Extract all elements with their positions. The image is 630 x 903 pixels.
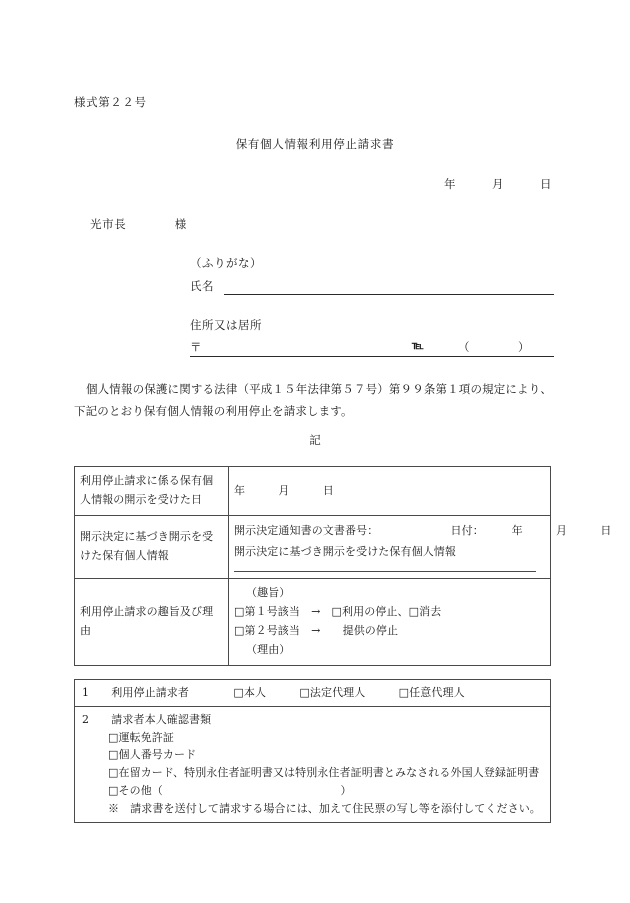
addressee: 光市長 様 (90, 217, 187, 231)
postal-code-icon: 〒 (190, 340, 202, 354)
table-row (75, 706, 551, 822)
requester-type-line[interactable]: 1 利用停止請求者 □本人 □法定代理人 □任意代理人 (82, 686, 465, 699)
identity-documents-row[interactable] (75, 706, 551, 822)
ki-marker: 記 (309, 433, 321, 447)
disclosed-information-value[interactable] (229, 516, 612, 579)
reason-heading: （理由） (246, 642, 291, 656)
disclosure-date-value[interactable]: 年 月 日 (229, 467, 551, 516)
telephone-parentheses: （ ） (458, 340, 530, 354)
statement-line-2: 下記のとおり保有個人情報の利用停止を請求します。 (74, 404, 353, 419)
table-row (75, 680, 551, 707)
furigana-label: （ふりがな） (190, 256, 262, 270)
checkbox-individual-number-card[interactable]: □個人番号カード (108, 748, 197, 762)
purpose-reason-label: 利用停止請求の趣旨及び理由 (75, 579, 229, 666)
checkbox-other[interactable]: □その他（ ） (108, 784, 352, 798)
name-field-row (190, 278, 554, 295)
address-field-row[interactable] (190, 339, 554, 357)
checkbox-item-2[interactable]: □第２号該当 → 提供の停止 (234, 624, 399, 637)
identity-documents-heading: 2 請求者本人確認書類 (82, 712, 212, 726)
table-row (75, 579, 551, 666)
address-label: 住所又は居所 (190, 318, 262, 332)
submission-date-line: 年 月 日 (444, 177, 552, 191)
page-title: 保有個人情報利用停止請求書 (235, 137, 395, 151)
disclosed-information-label: 開示決定に基づき開示を受けた保有個人情報 (75, 516, 229, 579)
table-row (75, 516, 551, 579)
table-row (75, 467, 551, 516)
requester-type-row[interactable] (75, 680, 551, 707)
applicant-block (190, 255, 554, 357)
disclosure-date-label: 利用停止請求に係る保有個人情報の開示を受けた日 (75, 467, 229, 516)
telephone-icon: ℡ (412, 339, 424, 352)
name-input-rule[interactable] (224, 281, 554, 295)
attachment-note: ※ 請求書を送付して請求する場合には、加えて住民票の写し等を添付してください。 (108, 801, 541, 815)
checkbox-drivers-license[interactable]: □運転免許証 (108, 730, 174, 744)
main-form-table (74, 466, 612, 666)
disclosure-notice-number-line: 開示決定通知書の文書番号： 日付： 年 月 日 (234, 523, 612, 537)
name-label: 氏名 (190, 279, 214, 293)
checkbox-residence-card[interactable]: □在留カード、特別永住者証明書又は特別永住者証明書とみなされる外国人登録証明書 (108, 766, 540, 780)
statement-line-1: 個人情報の保護に関する法律（平成１５年法律第５７号）第９９条第１項の規定により、 (86, 382, 552, 396)
purpose-reason-value[interactable] (229, 579, 551, 666)
form-number: 様式第２２号 (74, 95, 147, 109)
disclosed-information-line: 開示決定に基づき開示を受けた保有個人情報 (234, 544, 456, 558)
checkbox-item-1[interactable]: □第１号該当 → □利用の停止、□消去 (234, 605, 442, 619)
legal-statement (74, 378, 554, 423)
purpose-heading: （趣旨） (246, 586, 291, 600)
verification-table (74, 679, 551, 823)
disclosed-information-input-rule[interactable] (234, 565, 536, 572)
